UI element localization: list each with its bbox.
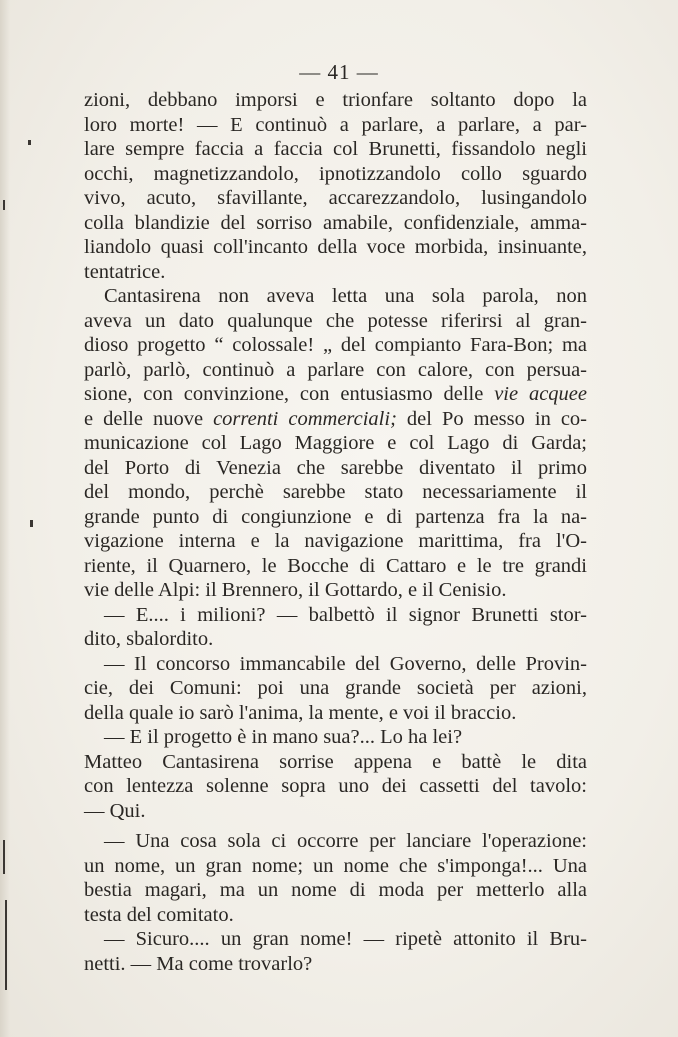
- text-line: aveva un dato qualunque che potesse riferirsi al gran-: [84, 309, 587, 332]
- italic-term: vie acquee: [494, 383, 587, 405]
- ink-speck: [28, 140, 31, 145]
- text-line: vivo, acuto, sfavillante, accarezzandolo, lusingandolo: [84, 187, 587, 209]
- text-line: — Qui.: [84, 799, 146, 822]
- text-line: netti. — Ma come trovarlo?: [84, 952, 313, 975]
- text-line: un nome, un gran nome; un nome che s'imponga!... Una: [84, 854, 587, 877]
- text-line: Matteo Cantasirena sorrise appena e battè le dita: [84, 750, 587, 773]
- ink-speck: [30, 520, 33, 527]
- text-line: — Una cosa sola ci occorre per lanciare l'operazione:: [104, 830, 587, 852]
- text-line: cie, dei Comuni: poi una grande società per azioni,: [84, 677, 587, 699]
- text-line: dito, sbalordito.: [84, 628, 214, 650]
- text-line: loro morte! — E continuò a parlare, a parlare, a par-: [84, 113, 587, 136]
- ink-speck: [5, 900, 7, 990]
- text-line: dioso progetto “ colossale! „ del compianto Fara-Bon; ma: [84, 334, 587, 356]
- text-line: tentatrice.: [84, 260, 166, 283]
- text-line: [84, 407, 587, 432]
- text-line: — Sicuro.... un gran nome! — ripetè attonito il Bru-: [104, 928, 587, 950]
- text-line: del mondo, perchè sarebbe stato necessariamente il: [84, 481, 587, 503]
- text-line: municazione col Lago Maggiore e col Lago di Garda;: [84, 432, 587, 454]
- text-line: bestia magari, ma un nome di moda per metterlo alla: [84, 879, 587, 901]
- text-line: zioni, debbano imporsi e trionfare soltanto dopo la: [84, 89, 587, 111]
- text-line: del Porto di Venezia che sarebbe diventato il primo: [84, 456, 587, 479]
- text-line: della quale io sarò l'anima, la mente, e voi il braccio.: [84, 701, 517, 724]
- ink-speck: [3, 840, 5, 874]
- text-line: vigazione interna e la navigazione marittima, fra l'O-: [84, 530, 587, 552]
- page-number: — 41 —: [299, 60, 379, 84]
- italic-term: correnti commerciali;: [213, 407, 397, 430]
- text-line: grande punto di congiunzione e di partenza fra la na-: [84, 505, 587, 528]
- text-line: colla blandizie del sorriso amabile, confidenziale, amma-: [84, 211, 587, 234]
- text-line: lare sempre faccia a faccia col Brunetti, fissandolo negli: [84, 138, 587, 160]
- text-line: con lentezza solenne sopra uno dei cassetti del tavolo:: [84, 775, 587, 797]
- text-line: — E il progetto è in mano sua?... Lo ha lei?: [104, 726, 463, 748]
- text-line: — E.... i milioni? — balbettò il signor Brunetti stor-: [104, 603, 587, 626]
- body-text: [84, 88, 587, 976]
- text-fragment: e delle nuove: [84, 407, 204, 430]
- text-line: [84, 382, 587, 407]
- text-line: — Il concorso immancabile del Governo, delle Provin-: [104, 652, 587, 675]
- text-line: testa del comitato.: [84, 903, 234, 926]
- text-fragment: del Po messo in co-: [406, 407, 588, 430]
- text-line: parlò, parlò, continuò a parlare con calore, con persua-: [84, 358, 587, 381]
- page-edge-shadow: [0, 0, 10, 1037]
- text-line: Cantasirena non aveva letta una sola parola, non: [104, 285, 587, 307]
- ink-speck: [3, 200, 5, 210]
- text-line: vie delle Alpi: il Brennero, il Gottardo, e il Cenisio.: [84, 579, 507, 601]
- text-line: occhi, magnetizzandolo, ipnotizzandolo collo sguardo: [84, 162, 587, 185]
- text-fragment: sione, con convinzione, con entusiasmo delle: [84, 383, 484, 405]
- text-line: liandolo quasi coll'incanto della voce morbida, insinuante,: [84, 236, 587, 258]
- text-line: riente, il Quarnero, le Bocche di Cattaro e le tre grandi: [84, 554, 587, 577]
